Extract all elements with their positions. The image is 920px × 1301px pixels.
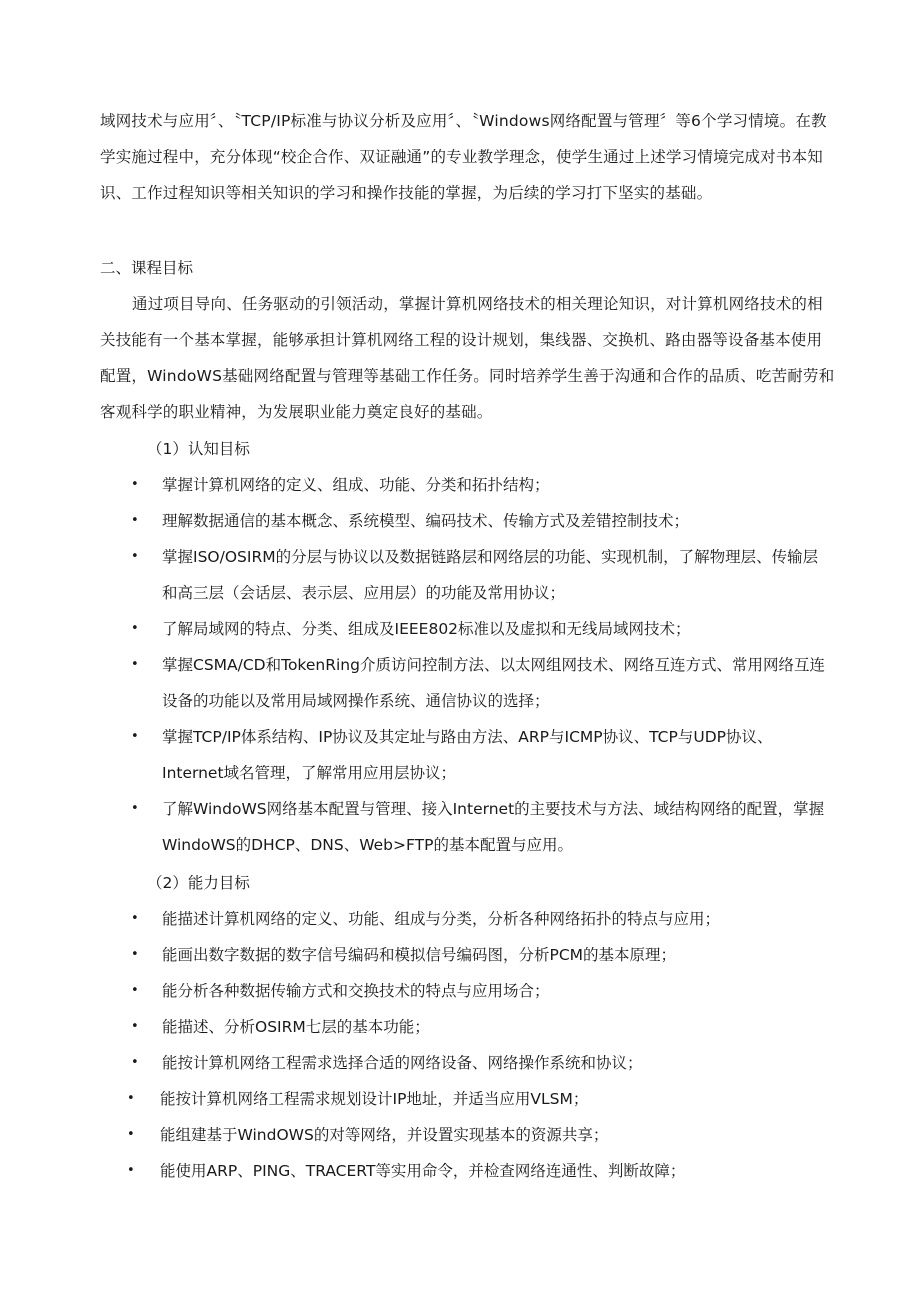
list-item-text: 能画出数字数据的数字信号编码和模拟信号编码图，分析PCM的基本原理； <box>162 946 677 964</box>
bullet-icon: • <box>131 1019 139 1034</box>
intro-paragraph: 域网技术与应用〞、〝TCP/IP标准与协议分析及应用〞、〝Windows网络配置与管理〞等6个学习情境。在教学实施过程中，充分体现“校企合作、双证融通”的专业教学理念，使学生通过上述学习情境完成对书本知识、工作过程知识等相关知识的学习和操作技能的掌握，为后续的学习打下坚实的基础。 <box>100 112 827 202</box>
list-item-text: 掌握TCP/IP体系结构、IP协议及其定址与路由方法、ARP与ICMP协议、TCP与UDP协议、Internet域名管理，了解常用应用层协议； <box>162 728 773 782</box>
bullet-icon: • <box>131 477 139 492</box>
bullet-icon: • <box>131 1055 139 1070</box>
bullet-icon: • <box>131 657 139 672</box>
bullet-icon: • <box>131 549 139 564</box>
list-item-text: 能按计算机网络工程需求选择合适的网络设备、网络操作系统和协议； <box>162 1054 643 1072</box>
list-item <box>0 791 920 863</box>
bullet-icon: • <box>127 1127 135 1142</box>
bullet-icon: • <box>127 1163 135 1178</box>
cognitive-heading: （1）认知目标 <box>147 440 250 458</box>
bullet-icon: • <box>131 729 139 744</box>
list-item-text: 了解WindoWS网络基本配置与管理、接入Internet的主要技术与方法、域结构网络的配置，掌握WindoWS的DHCP、DNS、Web>FTP的基本配置与应用。 <box>162 800 825 854</box>
bullet-icon: • <box>127 1091 135 1106</box>
list-item <box>0 937 920 973</box>
list-item <box>0 973 920 1009</box>
list-item <box>0 1081 920 1117</box>
cognitive-list <box>0 467 920 863</box>
bullet-icon: • <box>131 513 139 528</box>
bullet-icon: • <box>131 983 139 998</box>
list-item-text: 能使用ARP、PING、TRACERT等实用命令，并检查网络连通性、判断故障； <box>160 1162 686 1180</box>
list-item-text: 掌握CSMA/CD和TokenRing介质访问控制方法、以太网组网技术、网络互连方式、常用网络互连设备的功能以及常用局域网操作系统、通信协议的选择； <box>162 656 825 710</box>
list-item-text: 理解数据通信的基本概念、系统模型、编码技术、传输方式及差错控制技术； <box>162 512 690 530</box>
list-item <box>0 1009 920 1045</box>
bullet-icon: • <box>131 801 139 816</box>
list-item <box>0 1153 920 1189</box>
list-item-text: 能描述、分析OSIRM七层的基本功能； <box>162 1018 430 1036</box>
bullet-icon: • <box>131 947 139 962</box>
list-item-text: 掌握计算机网络的定义、组成、功能、分类和拓扑结构； <box>162 476 550 494</box>
section-heading: 二、课程目标 <box>100 259 194 277</box>
list-item-text: 能分析各种数据传输方式和交换技术的特点与应用场合； <box>162 982 550 1000</box>
bullet-icon: • <box>131 621 139 636</box>
list-item <box>0 467 920 503</box>
list-item <box>0 719 920 791</box>
list-item-text: 掌握ISO/OSIRM的分层与协议以及数据链路层和网络层的功能、实现机制，了解物理层、传输层和高三层（会话层、表示层、应用层）的功能及常用协议； <box>162 548 819 602</box>
ability-list <box>0 901 920 1189</box>
list-item <box>0 1045 920 1081</box>
list-item <box>0 611 920 647</box>
list-item <box>0 539 920 611</box>
list-item-text: 能描述计算机网络的定义、功能、组成与分类，分析各种网络拓扑的特点与应用； <box>162 910 721 928</box>
ability-heading: （2）能力目标 <box>147 874 250 892</box>
list-item <box>0 503 920 539</box>
list-item-text: 能按计算机网络工程需求规划设计IP地址，并适当应用VLSM； <box>160 1090 589 1108</box>
list-item <box>0 1117 920 1153</box>
list-item-text: 了解局域网的特点、分类、组成及IEEE802标准以及虚拟和无线局域网技术； <box>162 620 691 638</box>
list-item <box>0 647 920 719</box>
goal-paragraph: 通过项目导向、任务驱动的引领活动，掌握计算机网络技术的相关理论知识，对计算机网络技术的相关技能有一个基本掌握，能够承担计算机网络工程的设计规划，集线器、交换机、路由器等设备基本使用配置，WindoWS基础网络配置与管理等基础工作任务。同时培养学生善于沟通和合作的品质、吃苦耐劳和客观科学的职业精神，为发展职业能力奠定良好的基础。 <box>100 295 835 421</box>
list-item <box>0 901 920 937</box>
bullet-icon: • <box>131 911 139 926</box>
list-item-text: 能组建基于WindOWS的对等网络，并设置实现基本的资源共享； <box>160 1126 609 1144</box>
